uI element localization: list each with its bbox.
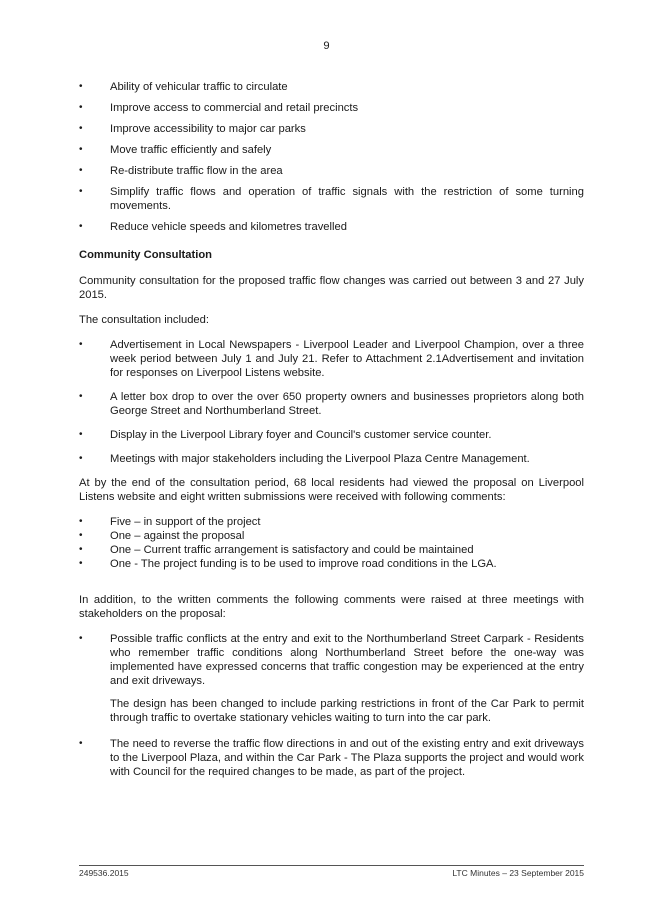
list-item: • Display in the Liverpool Library foyer and Council's customer service counter.	[79, 428, 584, 442]
list-item: • Re-distribute traffic flow in the area	[79, 164, 584, 178]
list-item: • Reduce vehicle speeds and kilometres travelled	[79, 220, 584, 234]
list-item: • Improve access to commercial and retail precincts	[79, 101, 584, 115]
list-item: • Meetings with major stakeholders including the Liverpool Plaza Centre Management.	[79, 452, 584, 466]
consultation-list	[79, 338, 584, 466]
document-reference: 249536.2015	[79, 868, 129, 878]
list-item: • Advertisement in Local Newspapers - Liverpool Leader and Liverpool Champion, over a three week period between July 1 and July 21. Refer to Attachment 2.1Advertisement and invitation for responses on Liverpool Listens website.	[79, 338, 584, 380]
objectives-list	[79, 80, 584, 234]
footer-title: LTC Minutes – 23 September 2015	[452, 868, 584, 878]
list-item: • Five – in support of the project	[79, 515, 584, 529]
list-item: • One – Current traffic arrangement is satisfactory and could be maintained	[79, 543, 584, 557]
list-item: • Simplify traffic flows and operation of traffic signals with the restriction of some turning movements.	[79, 185, 584, 213]
footer-divider	[79, 865, 584, 866]
list-item: • One – against the proposal	[79, 529, 584, 543]
page-content	[79, 80, 584, 791]
stakeholder-comments-list	[79, 632, 584, 779]
paragraph: The consultation included:	[79, 314, 209, 326]
list-item: • One - The project funding is to be used to improve road conditions in the LGA.	[79, 557, 584, 571]
list-item-text: • Possible traffic conflicts at the entry and exit to the Northumberland Street Carpark - Residents who remember traffic conditions along Northumberland Street before the one-way was implemented have expressed concerns that traffic congestion may be experienced at the entry and exit driveways.	[110, 633, 584, 687]
list-item-response: The design has been changed to include parking restrictions in front of the Car Park to permit through traffic to overtake stationary vehicles waiting to turn into the car park.	[110, 698, 584, 724]
list-item	[79, 737, 584, 779]
list-item: • Ability of vehicular traffic to circulate	[79, 80, 584, 94]
page-number: 9	[323, 40, 330, 52]
list-item: • Move traffic efficiently and safely	[79, 143, 584, 157]
list-item: • Improve accessibility to major car parks	[79, 122, 584, 136]
section-heading: Community Consultation	[79, 249, 212, 261]
paragraph: At by the end of the consultation period, 68 local residents had viewed the proposal on Liverpool Listens website and eight written submissions were received with following comments:	[79, 477, 584, 503]
comments-list	[79, 515, 584, 571]
paragraph: In addition, to the written comments the following comments were raised at three meetings with stakeholders on the proposal:	[79, 594, 584, 620]
list-item	[79, 632, 584, 725]
list-item: • A letter box drop to over the over 650 property owners and businesses proprietors along both George Street and Northumberland Street.	[79, 390, 584, 418]
paragraph: Community consultation for the proposed traffic flow changes was carried out between 3 and 27 July 2015.	[79, 275, 584, 301]
list-item-text: • The need to reverse the traffic flow directions in and out of the existing entry and exit driveways to the Liverpool Plaza, and within the Car Park - The Plaza supports the project and would work with Council for the required changes to be made, as part of the project.	[110, 738, 584, 778]
